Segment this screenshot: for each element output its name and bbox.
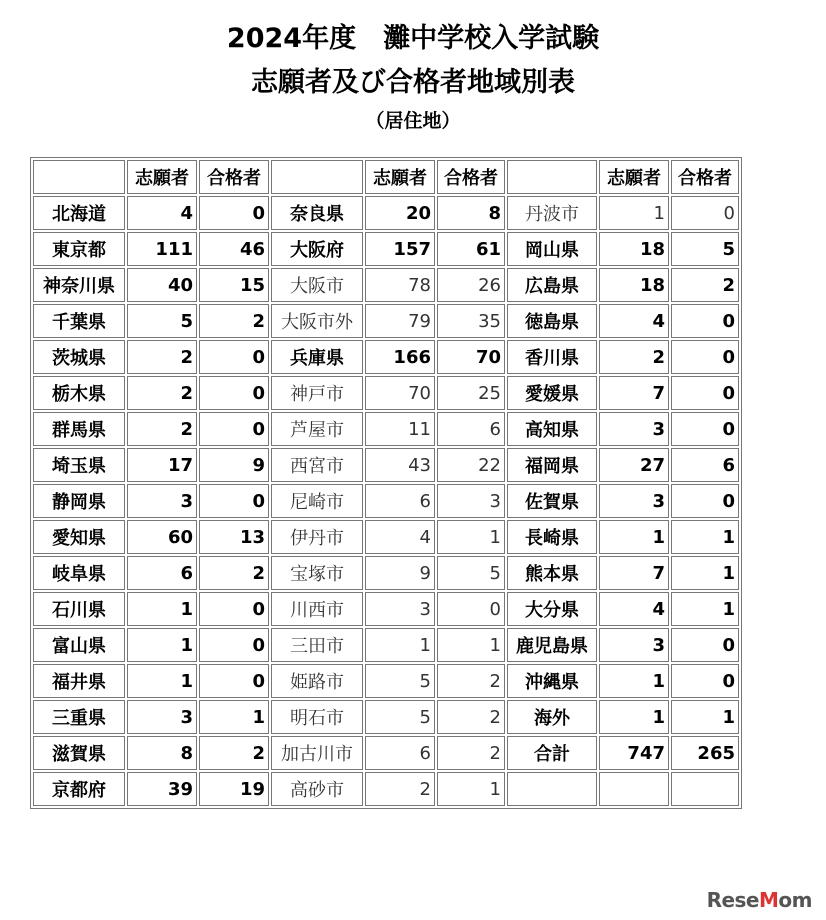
passers-count: 1 [671, 520, 739, 554]
passers-count: 0 [199, 376, 269, 410]
table-row [33, 628, 739, 662]
applicants-count: 6 [127, 556, 197, 590]
passers-count: 19 [199, 772, 269, 806]
region-name: 茨城県 [33, 340, 125, 374]
region-name: 京都府 [33, 772, 125, 806]
region-name: 栃木県 [33, 376, 125, 410]
applicants-count: 79 [365, 304, 435, 338]
region-name: 香川県 [507, 340, 597, 374]
applicants-count: 1 [127, 664, 197, 698]
table-row [33, 304, 739, 338]
passers-count: 9 [199, 448, 269, 482]
title-line-2: 志願者及び合格者地域別表 [251, 67, 575, 98]
passers-count: 5 [671, 232, 739, 266]
region-name: 北海道 [33, 196, 125, 230]
applicants-count: 5 [365, 700, 435, 734]
region-name: 伊丹市 [271, 520, 363, 554]
region-name: 高知県 [507, 412, 597, 446]
passers-count: 1 [671, 700, 739, 734]
table-row [33, 484, 739, 518]
table-row [33, 268, 739, 302]
applicants-count: 4 [599, 304, 669, 338]
applicants-count: 2 [127, 340, 197, 374]
applicants-count: 7 [599, 556, 669, 590]
region-name: 佐賀県 [507, 484, 597, 518]
region-name: 尼崎市 [271, 484, 363, 518]
passers-count: 6 [671, 448, 739, 482]
region-name: 川西市 [271, 592, 363, 626]
region-name: 岐阜県 [33, 556, 125, 590]
table-row [33, 772, 739, 806]
table-row [33, 700, 739, 734]
region-name: 福岡県 [507, 448, 597, 482]
region-name: 長崎県 [507, 520, 597, 554]
passers-count: 0 [671, 340, 739, 374]
passers-count: 2 [199, 556, 269, 590]
passers-count: 1 [437, 772, 505, 806]
applicants-count: 1 [599, 664, 669, 698]
applicants-count: 157 [365, 232, 435, 266]
region-name: 大分県 [507, 592, 597, 626]
passers-count: 0 [671, 664, 739, 698]
passers-count: 0 [671, 196, 739, 230]
applicants-count: 2 [127, 412, 197, 446]
region-name: 福井県 [33, 664, 125, 698]
passers-count: 8 [437, 196, 505, 230]
header-passers: 合格者 [671, 160, 739, 194]
applicants-count: 11 [365, 412, 435, 446]
region-name: 姫路市 [271, 664, 363, 698]
applicants-count: 5 [127, 304, 197, 338]
region-name: 高砂市 [271, 772, 363, 806]
passers-count: 22 [437, 448, 505, 482]
title-line-1: 2024年度 灘中学校入学試験 [226, 23, 600, 54]
applicants-count: 3 [599, 484, 669, 518]
passers-count: 2 [671, 268, 739, 302]
applicants-count: 1 [599, 196, 669, 230]
passers-count: 0 [199, 412, 269, 446]
region-name: 西宮市 [271, 448, 363, 482]
passers-count: 6 [437, 412, 505, 446]
header-region [507, 160, 597, 194]
region-name: 丹波市 [507, 196, 597, 230]
table-row [33, 592, 739, 626]
region-name: 岡山県 [507, 232, 597, 266]
region-name: 静岡県 [33, 484, 125, 518]
passers-count: 0 [671, 628, 739, 662]
passers-count: 35 [437, 304, 505, 338]
region-name: 明石市 [271, 700, 363, 734]
region-name: 神戸市 [271, 376, 363, 410]
region-name: 宝塚市 [271, 556, 363, 590]
region-name: 愛媛県 [507, 376, 597, 410]
header-region [271, 160, 363, 194]
passers-count: 2 [199, 736, 269, 770]
applicants-count: 8 [127, 736, 197, 770]
passers-count: 1 [437, 520, 505, 554]
region-name: 石川県 [33, 592, 125, 626]
passers-count: 0 [199, 664, 269, 698]
applicants-count: 3 [365, 592, 435, 626]
applicants-count [599, 772, 669, 806]
applicants-count: 9 [365, 556, 435, 590]
table-row [33, 376, 739, 410]
applicants-count: 18 [599, 268, 669, 302]
applicants-count: 17 [127, 448, 197, 482]
passers-count: 2 [437, 700, 505, 734]
passers-count: 0 [671, 412, 739, 446]
passers-count: 13 [199, 520, 269, 554]
region-name: 大阪市外 [271, 304, 363, 338]
passers-count: 0 [199, 628, 269, 662]
table-row [33, 340, 739, 374]
passers-count: 0 [199, 484, 269, 518]
region-name: 奈良県 [271, 196, 363, 230]
applicants-count: 2 [127, 376, 197, 410]
passers-count: 3 [437, 484, 505, 518]
region-name: 沖縄県 [507, 664, 597, 698]
applicants-count: 20 [365, 196, 435, 230]
passers-count: 2 [199, 304, 269, 338]
passers-count: 70 [437, 340, 505, 374]
applicants-count: 747 [599, 736, 669, 770]
region-name [507, 772, 597, 806]
applicants-count: 4 [365, 520, 435, 554]
applicants-count: 166 [365, 340, 435, 374]
passers-count: 0 [671, 484, 739, 518]
passers-count: 1 [671, 556, 739, 590]
region-name: 大阪府 [271, 232, 363, 266]
applicants-count: 78 [365, 268, 435, 302]
applicants-count: 7 [599, 376, 669, 410]
region-name: 群馬県 [33, 412, 125, 446]
region-name: 三重県 [33, 700, 125, 734]
passers-count: 0 [671, 376, 739, 410]
applicants-count: 111 [127, 232, 197, 266]
region-name: 三田市 [271, 628, 363, 662]
region-name: 愛知県 [33, 520, 125, 554]
table-row [33, 232, 739, 266]
applicants-by-region-table [30, 157, 742, 809]
table-row [33, 412, 739, 446]
table-row [33, 736, 739, 770]
region-name: 埼玉県 [33, 448, 125, 482]
table-row [33, 196, 739, 230]
applicants-count: 4 [599, 592, 669, 626]
header-applicants: 志願者 [599, 160, 669, 194]
region-name: 鹿児島県 [507, 628, 597, 662]
applicants-count: 4 [127, 196, 197, 230]
passers-count: 1 [671, 592, 739, 626]
passers-count: 265 [671, 736, 739, 770]
passers-count: 15 [199, 268, 269, 302]
applicants-count: 6 [365, 736, 435, 770]
applicants-count: 3 [599, 412, 669, 446]
header-applicants: 志願者 [127, 160, 197, 194]
passers-count: 0 [199, 340, 269, 374]
region-name: 熊本県 [507, 556, 597, 590]
applicants-count: 39 [127, 772, 197, 806]
applicants-count: 40 [127, 268, 197, 302]
applicants-count: 3 [599, 628, 669, 662]
passers-count: 0 [199, 592, 269, 626]
region-name: 広島県 [507, 268, 597, 302]
applicants-count: 70 [365, 376, 435, 410]
applicants-count: 1 [127, 628, 197, 662]
passers-count: 26 [437, 268, 505, 302]
applicants-count: 1 [365, 628, 435, 662]
applicants-count: 1 [599, 700, 669, 734]
resemom-logo: ReseMom [706, 888, 812, 912]
region-name: 千葉県 [33, 304, 125, 338]
region-name: 徳島県 [507, 304, 597, 338]
header-applicants: 志願者 [365, 160, 435, 194]
applicants-count: 18 [599, 232, 669, 266]
passers-count: 2 [437, 736, 505, 770]
applicants-count: 5 [365, 664, 435, 698]
applicants-count: 3 [127, 484, 197, 518]
passers-count: 1 [437, 628, 505, 662]
passers-count: 0 [671, 304, 739, 338]
region-name: 兵庫県 [271, 340, 363, 374]
passers-count [671, 772, 739, 806]
region-name: 東京都 [33, 232, 125, 266]
passers-count: 61 [437, 232, 505, 266]
passers-count: 0 [199, 196, 269, 230]
header-row [33, 160, 739, 194]
region-name: 大阪市 [271, 268, 363, 302]
title-line-3: （居住地） [365, 110, 461, 132]
applicants-count: 1 [599, 520, 669, 554]
passers-count: 46 [199, 232, 269, 266]
applicants-count: 27 [599, 448, 669, 482]
passers-count: 1 [199, 700, 269, 734]
region-name: 滋賀県 [33, 736, 125, 770]
region-name: 合計 [507, 736, 597, 770]
table-row [33, 520, 739, 554]
region-name: 海外 [507, 700, 597, 734]
header-passers: 合格者 [199, 160, 269, 194]
passers-count: 2 [437, 664, 505, 698]
applicants-count: 43 [365, 448, 435, 482]
passers-count: 25 [437, 376, 505, 410]
table-row [33, 448, 739, 482]
applicants-count: 1 [127, 592, 197, 626]
applicants-count: 60 [127, 520, 197, 554]
region-name: 富山県 [33, 628, 125, 662]
table-row [33, 556, 739, 590]
passers-count: 0 [437, 592, 505, 626]
header-region [33, 160, 125, 194]
applicants-count: 2 [599, 340, 669, 374]
passers-count: 5 [437, 556, 505, 590]
applicants-count: 6 [365, 484, 435, 518]
applicants-count: 3 [127, 700, 197, 734]
applicants-count: 2 [365, 772, 435, 806]
region-name: 芦屋市 [271, 412, 363, 446]
region-name: 加古川市 [271, 736, 363, 770]
header-passers: 合格者 [437, 160, 505, 194]
region-name: 神奈川県 [33, 268, 125, 302]
table-row [33, 664, 739, 698]
